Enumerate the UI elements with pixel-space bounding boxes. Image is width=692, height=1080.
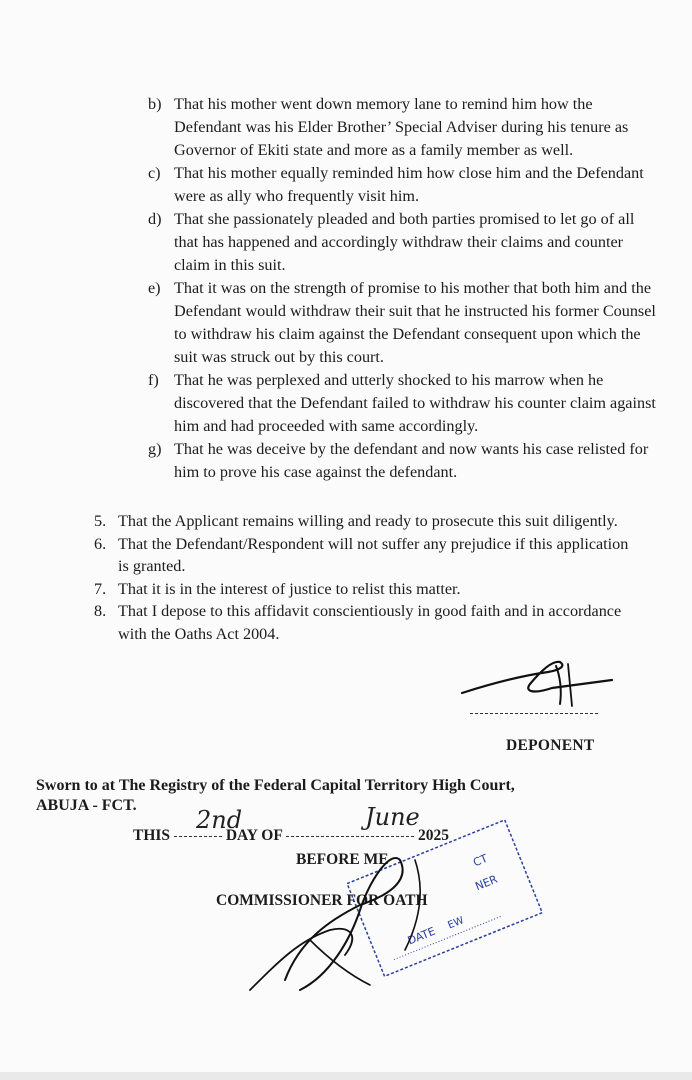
sub-paragraph-label: b) bbox=[148, 95, 162, 113]
before-me: BEFORE ME bbox=[296, 851, 389, 868]
day-of-label: DAY OF bbox=[225, 827, 283, 844]
this-label: THIS bbox=[133, 827, 171, 844]
deponent-label: DEPONENT bbox=[506, 737, 595, 754]
year-value: 2025 bbox=[417, 827, 449, 844]
sub-paragraph-text: That he was perplexed and utterly shocked to his marrow when he discovered that the Defendant failed to withdraw his counter claim against him and had proceeded with same accordingly. bbox=[174, 371, 656, 435]
handwritten-day: 2nd bbox=[196, 806, 243, 834]
jurat-sworn-line1: Sworn to at The Registry of the Federal Capital Territory High Court, bbox=[36, 777, 515, 794]
paragraph-text: That it is in the interest of justice to relist this matter. bbox=[118, 579, 461, 598]
page-bottom-edge bbox=[0, 1072, 692, 1080]
svg-text:NER: NER bbox=[473, 872, 500, 894]
paragraph-text: That I depose to this affidavit conscientiously in good faith and in accordance with the Oaths Act 2004. bbox=[118, 602, 622, 643]
svg-text:CT: CT bbox=[471, 851, 490, 870]
paragraph-text: That the Defendant/Respondent will not suffer any prejudice if this application is granted. bbox=[118, 534, 629, 575]
svg-text:DATE: DATE bbox=[405, 924, 438, 948]
sub-paragraph-label: e) bbox=[148, 279, 161, 297]
handwritten-month: June bbox=[365, 803, 420, 831]
svg-text:EW: EW bbox=[446, 915, 466, 932]
paragraph-text: That the Applicant remains willing and ready to prosecute this suit diligently. bbox=[118, 512, 618, 530]
sub-paragraph-text: That his mother went down memory lane to remind him how the Defendant was his Elder Brother’ Special Adviser during his tenure as Governor of Ekiti state and more as a family member as well. bbox=[174, 95, 629, 159]
sub-paragraph-label: c) bbox=[148, 164, 161, 182]
sub-paragraph-text: That it was on the strength of promise to his mother that both him and the Defendant would withdraw their suit that he instructed his former Counsel to withdraw his claim against the Defendant consequent upon which the suit was struck out by this court. bbox=[174, 279, 656, 366]
jurat-sworn-line2: ABUJA - FCT. bbox=[36, 797, 137, 814]
commissioner-label: COMMISSIONER FOR OATH bbox=[216, 892, 428, 909]
paragraph-number: 6. bbox=[94, 534, 107, 553]
paragraph-number: 5. bbox=[94, 512, 107, 530]
sub-paragraph-text: That his mother equally reminded him how close him and the Defendant were as ally who frequently visit him. bbox=[174, 164, 644, 205]
sub-paragraph-text: That she passionately pleaded and both parties promised to let go of all that has happened and accordingly withdraw their claims and counter claim in this suit. bbox=[174, 210, 635, 274]
sub-paragraph-text: That he was deceive by the defendant and now wants his case relisted for him to prove his case against the defendant. bbox=[174, 440, 649, 481]
sub-paragraph-label: g) bbox=[148, 440, 162, 458]
paragraph-number: 7. bbox=[94, 579, 107, 598]
sub-paragraph-label: d) bbox=[148, 210, 162, 228]
paragraph-number: 8. bbox=[94, 602, 107, 620]
sub-paragraph-label: f) bbox=[148, 371, 159, 389]
